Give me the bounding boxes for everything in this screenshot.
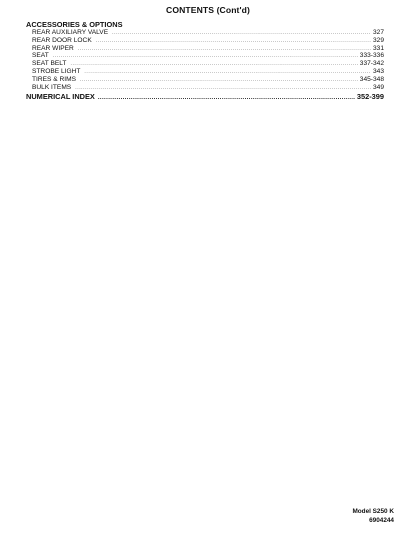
- toc-entry-seat[interactable]: [26, 52, 384, 60]
- table-of-contents: [26, 20, 384, 101]
- page-title: CONTENTS (Cont'd): [166, 5, 250, 15]
- toc-entry-bulk-items[interactable]: [26, 84, 384, 92]
- toc-entry-page: 337-342: [359, 60, 384, 68]
- dot-leader: [96, 38, 371, 46]
- toc-entry-seat-belt[interactable]: [26, 60, 384, 68]
- model-name: Model S250 K: [352, 508, 394, 515]
- page-footer: [352, 508, 394, 525]
- toc-entry-page: 329: [372, 36, 384, 44]
- section-heading: ACCESSORIES & OPTIONS: [26, 20, 123, 29]
- toc-entry-page: 343: [372, 67, 384, 75]
- toc-entry-label: TIRES & RIMS: [32, 75, 76, 83]
- toc-entry-label: SEAT BELT: [32, 60, 67, 68]
- part-number: 6904244: [369, 516, 394, 524]
- toc-entry-rear-door-lock[interactable]: [26, 37, 384, 45]
- dot-leader: [70, 61, 357, 69]
- toc-entry-label: REAR AUXILIARY VALVE: [32, 29, 109, 36]
- dot-leader: [84, 69, 371, 77]
- dot-leader: [53, 53, 358, 61]
- toc-entry-page: 349: [372, 83, 384, 91]
- toc-entry-rear-wiper[interactable]: [26, 45, 384, 53]
- toc-entry-page: 327: [372, 29, 384, 36]
- toc-entry-page: 333-336: [359, 52, 384, 60]
- dot-leader: [78, 46, 371, 54]
- toc-entry-label: STROBE LIGHT: [32, 67, 81, 75]
- toc-entry-page: 345-348: [359, 75, 384, 83]
- toc-entry-label: SEAT: [32, 52, 49, 60]
- toc-entry-label: REAR WIPER: [32, 44, 74, 52]
- toc-entry-numerical-index[interactable]: [26, 92, 384, 101]
- dot-leader: [112, 30, 371, 38]
- toc-entry-strobe-light[interactable]: [26, 68, 384, 76]
- toc-entry-label: BULK ITEMS: [32, 83, 72, 91]
- toc-entry-tires-and-rims[interactable]: [26, 76, 384, 84]
- dot-leader: [80, 77, 358, 85]
- toc-entry-label: NUMERICAL INDEX: [26, 92, 95, 102]
- toc-entry-page: 352-399: [356, 92, 384, 102]
- dot-leader: [75, 85, 371, 93]
- toc-entry-rear-auxiliary-valve[interactable]: [26, 29, 384, 37]
- toc-entry-list: [26, 29, 384, 91]
- toc-entry-label: REAR DOOR LOCK: [32, 36, 92, 44]
- dot-leader: [98, 94, 355, 103]
- toc-entry-page: 331: [372, 44, 384, 52]
